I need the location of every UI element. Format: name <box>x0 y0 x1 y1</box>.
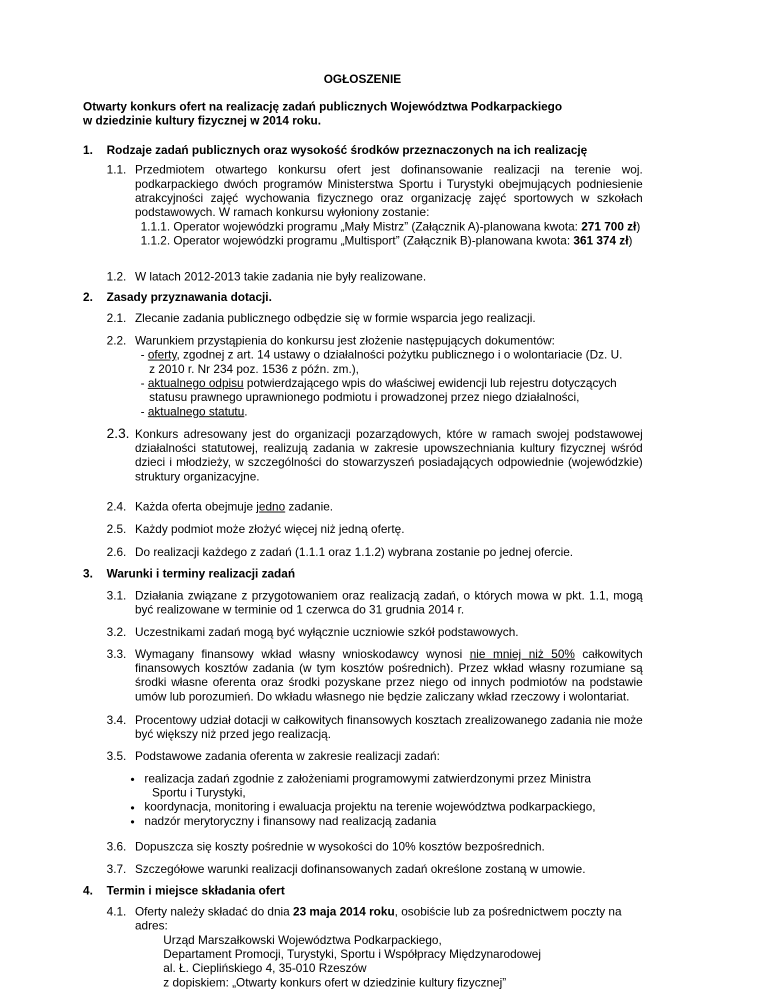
address-line-4: z dopiskiem: „Otwarty konkurs ofert w dziedzinie kultury fizycznej” <box>163 975 507 990</box>
item-2-5: 2.5. Każdy podmiot może złożyć więcej niż jedną ofertę. <box>106 522 405 537</box>
bullet-item: ● koordynacja, monitoring i ewaluacja projektu na terenie województwa podkarpackiego, <box>107 800 643 814</box>
doc-requirement-offer: - oferty, zgodnej z art. 14 ustawy o działalności pożytku publicznego i o wolontariacie (Dz. U. <box>140 348 623 362</box>
document-title: OGŁOSZENIE <box>323 72 402 86</box>
item-3-2: 3.2. Uczestnikami zadań mogą być wyłącznie uczniowie szkół podstawowych. <box>106 625 519 639</box>
item-1-1: 1.1. Przedmiotem otwartego konkursu ofert jest dofinansowanie realizacji na terenie woj. podkarpackiego dwóch programów Ministerstwa Sportu i Turystyki obejmujących podniesienie atrakcyjności zajęć wychowania fizycznego oraz organizację zajęć sportowych w szkołach podstawowych. W ramach konkursu wyłoniony zostanie: 1.1.1. Operator wojewódzki programu „Mały Mistrz” (Załącznik A)-planowana kwota: 271 700 zł) 1.1.2. Operator wojewódzki programu „Multisport” (Załącznik B)-planowana kwota: 361 374 zł) <box>106 163 643 248</box>
address-line-3: al. Ł. Cieplińskiego 4, 35-010 Rzeszów <box>163 961 367 975</box>
item-3-1: 3.1. Działania związane z przygotowaniem oraz realizacją zadań, o których mowa w pkt. 1.1, mogą być realizowane w terminie od 1 czerwca do 31 grudnia 2014 r. <box>106 588 643 617</box>
item-4-1: 4.1. Oferty należy składać do dnia 23 maja 2014 roku, osobiście lub za pośrednictwem poczty na adres: Urząd Marszałkowski Województwa Podkarpackiego, Departament Promocji, Turystyki, Sportu i Współpracy Międzynarodowej al. Ł. Cieplińskiego 4, 35-010 Rzeszów z dopiskiem: „Otwarty konkurs ofert w dziedzinie kultury fizycznej” <box>107 905 643 990</box>
announcement-heading <box>83 100 642 128</box>
item-3-6: 3.6. Dopuszcza się koszty pośrednie w wysokości do 10% kosztów bezpośrednich. <box>106 839 545 854</box>
bullet-item: ● nadzór merytoryczny i finansowy nad realizacją zadania <box>107 814 643 828</box>
section-2-heading: 2. Zasady przyznawania dotacji. <box>83 290 272 304</box>
item-1-1-1: 1.1.1. Operator wojewódzki programu „Mały Mistrz” (Załącznik A)-planowana kwota: 271 700 zł) <box>140 219 641 234</box>
item-3-3: 3.3. Wymagany finansowy wkład własny wnioskodawcy wynosi nie mniej niż 50% całkowitych finansowych kosztów zadania (w tym kosztów pośrednich). Przez wkład własny rozumiane są środki własne oferenta oraz środki pozyskane przez niego od innych podmiotów na podstawie umów lub porozumień. Do wkładu własnego nie będzie zaliczany wkład rzeczowy i wolontariat. <box>106 647 643 704</box>
doc-requirement-extract: - aktualnego odpisu potwierdzającego wpis do właściwej ewidencji lub rejestru dotyczących <box>140 376 617 390</box>
item-2-3: 2.3. Konkurs adresowany jest do organizacji pozarządowych, które w ramach swojej podstawowej działalności statutowej, realizują zadania w zakresie upowszechniania kultury fizycznej wśród dzieci i młodzieży, w szczególności do stowarzyszeń posiadających odpowiednie (wojewódzkie) struktury organizacyjne. <box>106 426 643 484</box>
heading-line-1: Otwarty konkurs ofert na realizację zadań publicznych Województwa Podkarpackiego <box>83 100 563 114</box>
heading-line-2: w dziedzinie kultury fizycznej w 2014 roku. <box>83 114 322 128</box>
item-2-6: 2.6. Do realizacji każdego z zadań (1.1.1 oraz 1.1.2) wybrana zostanie po jednej ofercie. <box>106 545 574 559</box>
address-line-2: Departament Promocji, Turystyki, Sportu i Współpracy Międzynarodowej <box>163 947 541 961</box>
item-1-2: 1.2. W latach 2012-2013 takie zadania nie były realizowane. <box>106 269 427 284</box>
item-3-4: 3.4. Procentowy udział dotacji w całkowitych finansowych kosztach zrealizowanego zadania nie może być większy niż przed jego realizacją. <box>106 713 643 741</box>
doc-requirement-statute: - aktualnego statutu. <box>140 404 248 419</box>
bullet-item: ● realizacja zadań zgodnie z założeniami programowymi zatwierdzonymi przez Ministra <box>107 772 643 786</box>
section-1-heading: 1. Rodzaje zadań publicznych oraz wysokość środków przeznaczonych na ich realizację <box>83 143 588 157</box>
item-2-2: 2.2. Warunkiem przystąpienia do konkursu jest złożenie następujących dokumentów: - oferty, zgodnej z art. 14 ustawy o działalności pożytku publicznego i o wolontariacie (Dz. U. z 2010 r. Nr 234 poz. 1536 z późn. zm.), - aktualnego odpisu potwierdzającego wpis do właściwej ewidencji lub rejestru dotyczących statusu prawnego uprawnionego podmiotu i prowadzonej przez niego działalności, - aktualnego statutu. <box>107 334 643 419</box>
item-3-7: 3.7. Szczegółowe warunki realizacji dofinansowanych zadań określone zostaną w umowie. <box>106 862 586 876</box>
address-line-1: Urząd Marszałkowski Województwa Podkarpackiego, <box>163 933 442 947</box>
item-1-1-2: 1.1.2. Operator wojewódzki programu „Multisport” (Załącznik B)-planowana kwota: 361 374 zł) <box>140 234 633 248</box>
item-2-1: 2.1. Zlecanie zadania publicznego odbędzie się w formie wsparcia jego realizacji. <box>106 311 536 325</box>
item-2-4: 2.4. Każda oferta obejmuje jedno zadanie. <box>106 500 334 514</box>
item-3-5: 3.5. Podstawowe zadania oferenta w zakresie realizacji zadań: ● realizacja zadań zgodnie z założeniami programowymi zatwierdzonymi przez Ministra Sportu i Turystyki, ● koordynacja, monitoring i ewaluacja projektu na terenie województwa podkarpackiego, ● nadzór merytoryczny i finansowy nad realizacją zadania <box>107 749 643 828</box>
section-3-heading: 3. Warunki i terminy realizacji zadań <box>83 567 296 581</box>
section-4-heading: 4. Termin i miejsce składania ofert <box>83 884 285 898</box>
